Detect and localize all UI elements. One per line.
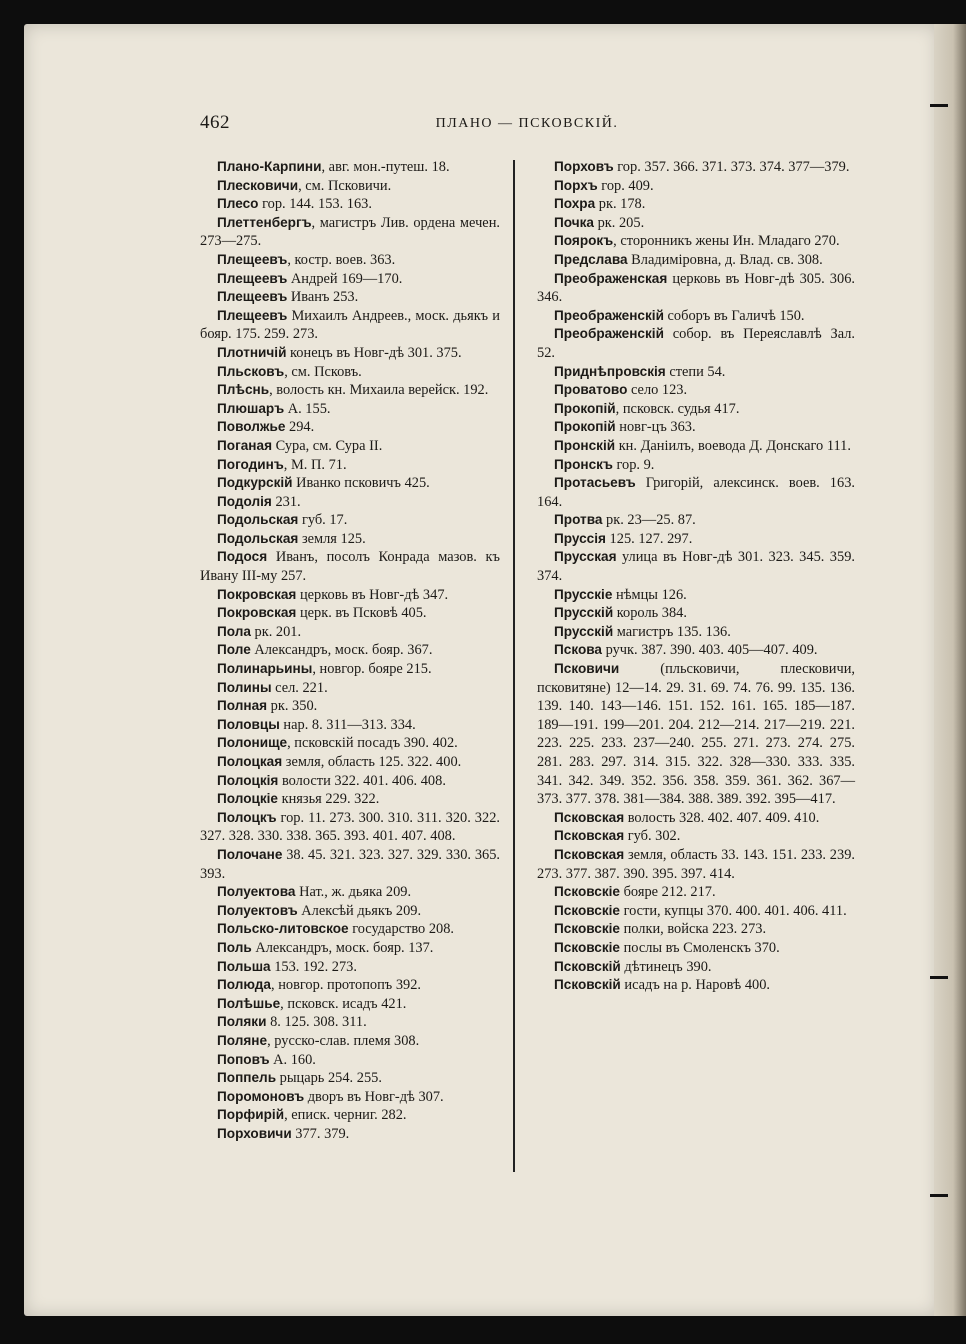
entry-references: А. 160. bbox=[269, 1051, 316, 1068]
index-entry bbox=[200, 530, 500, 549]
entry-references: ручк. 387. 390. 403. 405—407. 409. bbox=[602, 642, 818, 659]
entry-references: Нат., ж. дьяка 209. bbox=[295, 884, 412, 901]
index-entry bbox=[200, 437, 500, 456]
entry-references: рк. 178. bbox=[595, 196, 646, 213]
entry-references: Григорiй, алексинск. воев. 163. 164. bbox=[537, 475, 855, 510]
entry-headword: Пруссiя bbox=[554, 530, 606, 546]
entry-references: 125. 127. 297. bbox=[605, 530, 693, 547]
index-entry bbox=[200, 716, 500, 735]
entry-headword: Поволжье bbox=[217, 419, 286, 435]
entry-references: дворъ въ Новг-дѣ 307. bbox=[304, 1088, 444, 1105]
entry-references: новг-цъ 363. bbox=[615, 419, 696, 436]
entry-headword: Псковская bbox=[554, 846, 625, 862]
entry-references: 38. 45. 321. 323. 327. 329. 330. 365. 393. bbox=[200, 846, 500, 882]
entry-headword: Полуектовъ bbox=[217, 902, 298, 918]
entry-headword: Псковскiй bbox=[554, 958, 621, 974]
entry-headword: Почка bbox=[554, 214, 594, 230]
entry-references: дѣтинецъ 390. bbox=[620, 958, 712, 975]
entry-headword: Полонище bbox=[217, 735, 288, 751]
entry-references: губ. 17. bbox=[298, 512, 348, 529]
index-entry bbox=[200, 493, 500, 512]
index-entry bbox=[200, 474, 500, 493]
entry-references: земля 125. bbox=[298, 530, 366, 547]
index-entry bbox=[537, 623, 855, 642]
entry-references: земля, область 125. 322. 400. bbox=[282, 754, 462, 770]
entry-headword: Полочане bbox=[217, 846, 283, 862]
entry-headword: Прокопiй bbox=[554, 400, 616, 416]
entry-headword: Псковскiе bbox=[554, 902, 620, 918]
entry-headword: Полины bbox=[217, 679, 272, 695]
entry-headword: Приднѣпровскiя bbox=[554, 363, 666, 379]
entry-headword: Полная bbox=[217, 698, 268, 714]
entry-references: , волость кн. Михаила верейск. 192. bbox=[269, 382, 489, 399]
index-entry bbox=[537, 363, 855, 382]
entry-references: улица въ Новг-дѣ 301. 323. 345. 359. 374. bbox=[537, 549, 855, 585]
entry-headword: Плѣснь bbox=[217, 382, 270, 398]
index-entry bbox=[537, 548, 855, 585]
entry-headword: Преображенская bbox=[554, 270, 668, 286]
entry-references: бояре 212. 217. bbox=[619, 884, 716, 901]
entry-headword: Псковскiе bbox=[554, 884, 620, 900]
index-entry bbox=[537, 214, 855, 233]
index-entry bbox=[200, 1106, 500, 1125]
entry-headword: Подкурскiй bbox=[217, 475, 293, 491]
edge-mark bbox=[930, 976, 948, 979]
index-entry bbox=[537, 381, 855, 400]
index-entry bbox=[200, 251, 500, 270]
entry-headword: Порховичи bbox=[217, 1125, 292, 1141]
entry-headword: Полоцкiе bbox=[217, 791, 278, 807]
entry-headword: Поповъ bbox=[217, 1051, 270, 1067]
entry-headword: Полюда bbox=[217, 977, 271, 993]
entry-headword: Подольская bbox=[217, 512, 299, 528]
entry-headword: Подольская bbox=[217, 530, 299, 546]
entry-references: сел. 221. bbox=[271, 679, 328, 696]
index-entry bbox=[537, 958, 855, 977]
entry-headword: Полоцкъ bbox=[217, 809, 277, 825]
entry-headword: Плещеевъ bbox=[217, 289, 288, 305]
entry-references: Михаилъ Андреев., моск. дьякъ и бояр. 175. 259. 273. bbox=[200, 307, 500, 343]
entry-headword: Прусскiй bbox=[554, 623, 614, 639]
entry-headword: Порховъ bbox=[554, 159, 614, 174]
entry-references: послы въ Смоленскъ 370. bbox=[619, 939, 780, 956]
entry-headword: Прусскiй bbox=[554, 605, 614, 621]
entry-references: , русско-слав. племя 308. bbox=[267, 1032, 420, 1049]
entry-headword: Поль bbox=[217, 939, 252, 955]
entry-headword: Протасьевъ bbox=[554, 475, 636, 491]
entry-references: гор. 409. bbox=[597, 177, 654, 194]
index-entry bbox=[537, 307, 855, 326]
entry-references: собор. въ Переяславлѣ Зал. 52. bbox=[537, 326, 855, 361]
entry-references: нар. 8. 311—313. 334. bbox=[279, 716, 416, 733]
entry-headword: Плещеевъ bbox=[217, 270, 288, 286]
entry-headword: Погодинъ bbox=[217, 456, 284, 472]
entry-references: волости 322. 401. 406. 408. bbox=[278, 772, 446, 789]
index-entry bbox=[200, 790, 500, 809]
index-entry bbox=[537, 809, 855, 828]
index-entry bbox=[537, 511, 855, 530]
entry-references: Владимiровна, д. Влад. св. 308. bbox=[627, 251, 823, 268]
index-entry bbox=[200, 1013, 500, 1032]
entry-references: , магистръ Лив. ордена мечен. 273—275. bbox=[200, 214, 500, 250]
entry-headword: Псковскiе bbox=[554, 921, 620, 937]
entry-headword: Покровская bbox=[217, 605, 297, 621]
entry-references: гор. 11. 273. 300. 310. 311. 320. 322. 327. 328. 330. 338. 365. 393. 401. 407. 408. bbox=[200, 809, 500, 845]
page-number: 462 bbox=[200, 112, 230, 133]
entry-headword: Подося bbox=[217, 549, 268, 565]
entry-references: князья 229. 322. bbox=[278, 791, 380, 808]
entry-references: , псковск. судья 417. bbox=[615, 400, 740, 417]
index-entry bbox=[200, 1051, 500, 1070]
index-entry bbox=[537, 456, 855, 475]
page-edge bbox=[934, 24, 966, 1316]
index-entry bbox=[200, 660, 500, 679]
entry-headword: Псковская bbox=[554, 828, 625, 844]
entry-headword: Поле bbox=[217, 642, 251, 658]
index-entry bbox=[200, 400, 500, 419]
entry-headword: Пронскiй bbox=[554, 437, 616, 453]
entry-references: село 123. bbox=[627, 382, 688, 399]
index-entry bbox=[200, 288, 500, 307]
index-entry bbox=[200, 344, 500, 363]
index-entry bbox=[537, 418, 855, 437]
index-entry bbox=[537, 195, 855, 214]
entry-references: Сура, см. Сура II. bbox=[272, 437, 383, 454]
index-entry bbox=[200, 976, 500, 995]
entry-headword: Плотничiй bbox=[217, 344, 287, 360]
entry-headword: Поярокъ bbox=[554, 233, 614, 249]
entry-headword: Псковичи bbox=[554, 661, 620, 677]
entry-headword: Половцы bbox=[217, 716, 280, 732]
entry-references: Иванъ 253. bbox=[287, 289, 359, 306]
index-entry bbox=[200, 195, 500, 214]
index-entry bbox=[200, 548, 500, 585]
entry-headword: Псковскiе bbox=[554, 939, 620, 955]
entry-headword: Плещеевъ bbox=[217, 251, 288, 267]
edge-mark bbox=[930, 1194, 948, 1197]
index-entry bbox=[200, 920, 500, 939]
entry-headword: Поппель bbox=[217, 1070, 277, 1086]
index-entry bbox=[537, 251, 855, 270]
index-entry bbox=[200, 846, 500, 883]
entry-headword: Подолiя bbox=[217, 493, 272, 509]
index-entry bbox=[537, 177, 855, 196]
index-entry bbox=[537, 586, 855, 605]
entry-headword: Прокопiй bbox=[554, 419, 616, 435]
index-entry bbox=[200, 1088, 500, 1107]
entry-headword: Поганая bbox=[217, 437, 272, 453]
index-entry bbox=[537, 827, 855, 846]
index-entry bbox=[200, 586, 500, 605]
index-entry bbox=[537, 325, 855, 362]
entry-headword: Плещеевъ bbox=[217, 307, 288, 323]
index-entry bbox=[200, 641, 500, 660]
index-entry bbox=[200, 381, 500, 400]
entry-references: , авг. мон.-путеш. 18. bbox=[321, 159, 450, 175]
entry-references: Александръ, моск. бояр. 137. bbox=[251, 939, 434, 956]
index-entry bbox=[537, 883, 855, 902]
entry-references: гор. 144. 153. 163. bbox=[258, 196, 372, 213]
entry-references: , сторонникъ жены Ин. Младаго 270. bbox=[613, 233, 840, 250]
entry-references: Андрей 169—170. bbox=[287, 270, 403, 287]
index-entry bbox=[200, 753, 500, 772]
entry-headword: Порхъ bbox=[554, 177, 598, 193]
index-entry bbox=[537, 232, 855, 251]
entry-references: церковь въ Новг-дѣ 347. bbox=[296, 586, 449, 603]
index-entry bbox=[537, 437, 855, 456]
entry-headword: Пола bbox=[217, 623, 251, 639]
entry-references: государство 208. bbox=[348, 921, 455, 938]
entry-headword: Полоцкiя bbox=[217, 772, 279, 788]
index-entry bbox=[537, 530, 855, 549]
entry-references: 377. 379. bbox=[291, 1125, 350, 1142]
entry-references: , псковскiй посадъ 390. 402. bbox=[287, 735, 458, 752]
entry-headword: Поляне bbox=[217, 1032, 268, 1048]
entry-headword: Предслава bbox=[554, 251, 628, 267]
entry-references: конецъ въ Новг-дѣ 301. 375. bbox=[286, 344, 462, 361]
entry-references: соборъ въ Галичѣ 150. bbox=[663, 307, 805, 324]
entry-headword: Польско-литовское bbox=[217, 921, 349, 937]
entry-references: церк. въ Псковѣ 405. bbox=[296, 605, 427, 622]
entry-references: 8. 125. 308. 311. bbox=[266, 1014, 367, 1031]
entry-references: кн. Данiилъ, воевода Д. Донскаго 111. bbox=[615, 437, 851, 454]
index-entry bbox=[200, 363, 500, 382]
index-entry bbox=[200, 809, 500, 846]
index-entry bbox=[200, 456, 500, 475]
entry-headword: Пскова bbox=[554, 642, 602, 658]
index-entry bbox=[200, 734, 500, 753]
entry-headword: Псковская bbox=[554, 809, 625, 825]
index-entry bbox=[200, 1032, 500, 1051]
entry-headword: Поромоновъ bbox=[217, 1088, 305, 1104]
column-divider bbox=[513, 160, 515, 1172]
index-entry bbox=[537, 976, 855, 995]
entry-references: , см. Псковичи. bbox=[298, 177, 392, 194]
entry-references: рк. 201. bbox=[250, 623, 302, 640]
entry-references: , костр. воев. 363. bbox=[287, 251, 396, 268]
entry-references: рк. 205. bbox=[594, 214, 645, 231]
entry-references: А. 155. bbox=[284, 400, 331, 417]
entry-headword: Преображенскiй bbox=[554, 307, 664, 323]
index-column-right bbox=[537, 158, 855, 995]
entry-references: , еписк. черниг. 282. bbox=[284, 1107, 407, 1124]
entry-headword: Полѣшье bbox=[217, 995, 281, 1011]
entry-references: гор. 357. 366. 371. 373. 374. 377—379. bbox=[613, 159, 850, 175]
entry-references: волость 328. 402. 407. 409. 410. bbox=[624, 809, 820, 826]
entry-headword: Проватово bbox=[554, 382, 628, 398]
index-entry bbox=[200, 511, 500, 530]
index-entry bbox=[200, 307, 500, 344]
entry-references: церковь въ Новг-дѣ 305. 306. 346. bbox=[537, 270, 855, 306]
index-entry bbox=[200, 883, 500, 902]
index-entry bbox=[200, 697, 500, 716]
entry-headword: Плесо bbox=[217, 196, 259, 212]
index-entry bbox=[200, 772, 500, 791]
index-column-left bbox=[200, 158, 500, 1143]
entry-references: Иванъ, посолъ Конрада мазов. къ Ивану III-му 257. bbox=[200, 549, 500, 585]
index-entry bbox=[200, 270, 500, 289]
index-entry bbox=[537, 920, 855, 939]
running-head: ПЛАНО — ПСКОВСКIЙ. bbox=[435, 116, 619, 131]
entry-headword: Польша bbox=[217, 958, 271, 974]
entry-references: Иванко псковичъ 425. bbox=[292, 475, 430, 492]
entry-references: 153. 192. 273. bbox=[270, 958, 357, 975]
index-entry bbox=[537, 660, 855, 809]
entry-references: 231. bbox=[271, 493, 301, 510]
entry-headword: Полоцкая bbox=[217, 754, 283, 769]
entry-references: полки, войска 223. 273. bbox=[619, 921, 767, 938]
entry-headword: Похра bbox=[554, 196, 596, 212]
index-entry bbox=[200, 177, 500, 196]
entry-references: исадъ на р. Наровѣ 400. bbox=[620, 977, 771, 994]
index-entry bbox=[200, 995, 500, 1014]
entry-headword: Плеттенбергъ bbox=[217, 214, 312, 230]
entry-headword: Порфирiй bbox=[217, 1107, 285, 1123]
entry-headword: Плесковичи bbox=[217, 177, 299, 193]
entry-references: , см. Псковъ. bbox=[284, 363, 362, 380]
entry-references: гор. 9. bbox=[612, 456, 655, 473]
index-entry bbox=[200, 902, 500, 921]
entry-references: , псковск. исадъ 421. bbox=[280, 995, 407, 1012]
entry-references: рк. 23—25. 87. bbox=[602, 512, 696, 529]
entry-headword: Поляки bbox=[217, 1014, 267, 1030]
index-entry bbox=[200, 1125, 500, 1144]
index-entry bbox=[200, 679, 500, 698]
entry-references: (пльсковичи, плесковичи, псковитяне) 12—14. 29. 31. 69. 74. 76. 99. 135. 136. 139. 140. 143—146. 151. 152. 161. 165. 185—187. 189—191. 199—201. 204. 212—214. 217—219. 221. 223. 225. 233. 237—240. 255. 271. 273. 274. 275. 281. 283. 297. 314. 315. 322. 328—330. 333. 335. 341. 342. 349. 352. 356. 358. 359. 361. 362. 367—373. 377. 378. 381—384. 388. 389. 392. 395—417. bbox=[537, 661, 855, 808]
entry-references: губ. 302. bbox=[624, 828, 681, 845]
entry-references: рыцарь 254. 255. bbox=[276, 1070, 382, 1087]
entry-headword: Псковскiй bbox=[554, 977, 621, 993]
index-entry bbox=[200, 214, 500, 251]
index-entry bbox=[200, 418, 500, 437]
edge-mark bbox=[930, 104, 948, 107]
entry-headword: Пльсковъ bbox=[217, 363, 285, 379]
index-entry bbox=[200, 158, 500, 177]
entry-headword: Прусскiе bbox=[554, 586, 613, 602]
entry-headword: Пронскъ bbox=[554, 456, 613, 472]
index-entry bbox=[537, 846, 855, 883]
entry-references: король 384. bbox=[613, 605, 687, 622]
entry-headword: Полинарьины bbox=[217, 661, 313, 677]
entry-headword: Плюшаръ bbox=[217, 400, 285, 416]
index-entry bbox=[200, 604, 500, 623]
index-entry bbox=[200, 1069, 500, 1088]
entry-references: гости, купцы 370. 400. 401. 406. 411. bbox=[619, 902, 847, 919]
entry-references: магистръ 135. 136. bbox=[613, 623, 731, 640]
index-entry bbox=[200, 958, 500, 977]
entry-references: Алексѣй дьякъ 209. bbox=[297, 902, 422, 919]
entry-references: 294. bbox=[285, 419, 315, 436]
entry-references: , М. П. 71. bbox=[283, 456, 347, 473]
entry-references: нѣмцы 126. bbox=[612, 586, 687, 603]
index-entry bbox=[537, 158, 855, 177]
index-entry bbox=[200, 623, 500, 642]
entry-references: , новгор. бояре 215. bbox=[312, 661, 432, 678]
index-entry bbox=[200, 939, 500, 958]
entry-headword: Прусская bbox=[554, 549, 617, 565]
entry-headword: Плано-Карпини bbox=[217, 159, 322, 174]
entry-headword: Полуектова bbox=[217, 884, 296, 900]
index-entry bbox=[537, 641, 855, 660]
entry-headword: Протва bbox=[554, 512, 603, 528]
entry-references: Александръ, моск. бояр. 367. bbox=[250, 642, 433, 659]
index-entry bbox=[537, 902, 855, 921]
index-entry bbox=[537, 604, 855, 623]
entry-references: земля, область 33. 143. 151. 233. 239. 273. 377. 387. 390. 395. 397. 414. bbox=[537, 846, 855, 882]
entry-headword: Преображенскiй bbox=[554, 326, 664, 342]
index-entry bbox=[537, 400, 855, 419]
entry-references: степи 54. bbox=[665, 363, 726, 380]
index-entry bbox=[537, 474, 855, 511]
index-entry bbox=[537, 270, 855, 307]
entry-references: рк. 350. bbox=[267, 698, 318, 715]
entry-references: , новгор. протопопъ 392. bbox=[271, 977, 422, 994]
entry-headword: Покровская bbox=[217, 586, 297, 602]
index-entry bbox=[537, 939, 855, 958]
